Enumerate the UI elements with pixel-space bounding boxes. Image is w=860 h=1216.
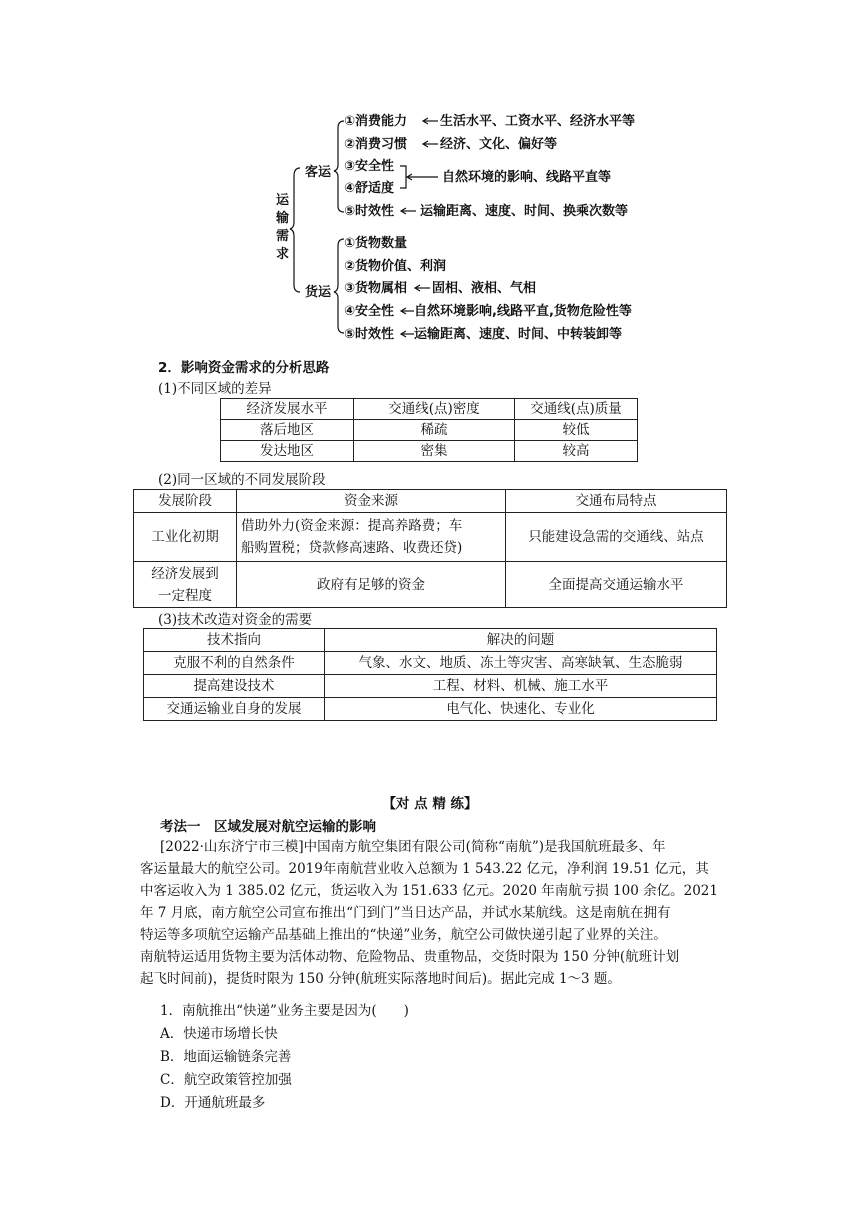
passenger-factor-5: 运输距离、速度、时间、换乘次数等 — [420, 204, 629, 219]
passenger-factor-1: 生活水平、工资水平、经济水平等 — [440, 114, 636, 129]
table-header-row — [144, 629, 717, 652]
section2-sub3: (3)技术改造对资金的需要 — [158, 612, 313, 628]
table-cell: 发达地区 — [221, 441, 354, 462]
question-1: 1．南航推出“快递”业务主要是因为( ) — [160, 1003, 409, 1019]
passage-line: [2022·山东济宁市三模]中国南方航空集团有限公司(简称“南航”)是我国航班最多、年 — [160, 839, 666, 855]
table-header-cell: 交通线(点)密度 — [354, 399, 515, 420]
freight-factor-5: 运输距离、速度、时间、中转装卸等 — [414, 327, 623, 342]
stage-line-2: 一定程度 — [158, 587, 212, 604]
table-header-cell: 交通布局特点 — [506, 490, 727, 513]
table-row — [221, 441, 638, 462]
table-row — [144, 652, 717, 675]
freight-item-5: ⑤时效性 — [344, 327, 395, 342]
table-cell: 较低 — [515, 420, 638, 441]
root-char-1: 运 — [276, 193, 290, 208]
table-row — [134, 562, 727, 608]
freight-factor-4: 自然环境影响,线路平直,货物危险性等 — [414, 304, 632, 319]
table-cell: 提高建设技术 — [144, 675, 325, 698]
root-brace — [290, 168, 300, 292]
passenger-item-3: ③安全性 — [344, 159, 395, 174]
passage-line: 南航特运适用货物主要为活体动物、危险物品、贵重物品，交货时限为 150 分钟(航班计划 — [140, 949, 680, 965]
table-header-cell: 解决的问题 — [325, 629, 717, 652]
table-cell: 交通运输业自身的发展 — [144, 698, 325, 721]
passage-line: 起飞时间前)，提货时限为 150 分钟(航班实际落地时间后)。据此完成 1～3 题。 — [140, 971, 621, 987]
passage — [140, 836, 740, 990]
freight-item-3: ③货物属相 — [344, 281, 408, 296]
passenger-item-2: ②消费习惯 — [344, 137, 408, 152]
table-header-row — [221, 399, 638, 420]
option-b: B．地面运输链条完善 — [160, 1049, 292, 1065]
passenger-factor-2: 经济、文化、偏好等 — [440, 137, 558, 152]
table-cell: 密集 — [354, 441, 515, 462]
root-char-3: 需 — [276, 229, 290, 244]
freight-item-4: ④安全性 — [344, 304, 395, 319]
method-heading: 考法一 区域发展对航空运输的影响 — [160, 819, 376, 835]
passenger-item-1: ①消费能力 — [344, 114, 408, 129]
table-header-cell: 技术指向 — [144, 629, 325, 652]
section2-sub2: (2)同一区域的不同发展阶段 — [158, 472, 326, 488]
practice-title: 【对 点 精 练】 — [382, 796, 478, 812]
stage-line-1: 经济发展到 — [151, 565, 219, 582]
table-row — [144, 675, 717, 698]
table-header-row — [134, 490, 727, 513]
passage-line: 年 7 月底，南方航空公司宣布推出“门到门”当日达产品，并试水某航线。这是南航在拥有 — [140, 905, 671, 921]
option-c: C．航空政策管控加强 — [160, 1072, 292, 1088]
table-row — [134, 513, 727, 562]
root-char-4: 求 — [276, 247, 290, 262]
region-difference-table — [220, 398, 638, 462]
table-cell: 气象、水文、地质、冻土等灾害、高寒缺氧、生态脆弱 — [325, 652, 717, 675]
table-cell — [237, 513, 506, 562]
table-cell: 政府有足够的资金 — [237, 562, 506, 608]
freight-factor-3: 固相、液相、气相 — [432, 281, 537, 296]
technology-table — [143, 628, 717, 721]
table-cell: 工程、材料、机械、施工水平 — [325, 675, 717, 698]
source-line-1: 借助外力(资金来源：提高养路费；车 — [241, 518, 463, 534]
passage-line: 中客运收入为 1 385.02 亿元，货运收入为 151.633 亿元。2020 年南航亏损 100 余亿。2021 — [140, 883, 718, 899]
table-cell: 落后地区 — [221, 420, 354, 441]
freight-label: 货运 — [305, 285, 332, 300]
table-cell: 克服不利的自然条件 — [144, 652, 325, 675]
passenger-item-4: ④舒适度 — [344, 181, 395, 196]
table-row — [144, 698, 717, 721]
table-header-cell: 资金来源 — [237, 490, 506, 513]
table-cell: 较高 — [515, 441, 638, 462]
freight-item-1: ①货物数量 — [344, 236, 408, 251]
table-cell: 全面提高交通运输水平 — [506, 562, 727, 608]
passage-line: 特运等多项航空运输产品基础上推出的“快递”业务，航空公司做快递引起了业界的关注。 — [140, 927, 667, 943]
passenger-brace — [334, 121, 344, 212]
table-cell: 工业化初期 — [134, 513, 237, 562]
passenger-item-5: ⑤时效性 — [344, 204, 395, 219]
transport-demand-diagram — [0, 0, 860, 360]
table-header-cell: 交通线(点)质量 — [515, 399, 638, 420]
section2-heading: 2．影响资金需求的分析思路 — [158, 360, 330, 376]
table-cell: 只能建设急需的交通线、站点 — [506, 513, 727, 562]
option-d: D．开通航班最多 — [160, 1095, 266, 1111]
table-header-cell: 发展阶段 — [134, 490, 237, 513]
table-cell: 电气化、快速化、专业化 — [325, 698, 717, 721]
section2-sub1: (1)不同区域的差异 — [158, 381, 272, 397]
freight-item-2: ②货物价值、利润 — [344, 259, 447, 274]
source-line-2: 船购置税；贷款修高速路、收费还贷) — [241, 540, 463, 556]
root-char-2: 输 — [276, 211, 290, 226]
passenger-shared-factor: 自然环境的影响、线路平直等 — [442, 170, 612, 185]
safety-comfort-bracket — [400, 166, 406, 188]
table-cell: 稀疏 — [354, 420, 515, 441]
passenger-label: 客运 — [305, 165, 332, 180]
development-stage-table — [133, 489, 727, 608]
table-header-cell: 经济发展水平 — [221, 399, 354, 420]
passage-line: 客运量最大的航空公司。2019年南航营业收入总额为 1 543.22 亿元，净利润 19.51 亿元，其 — [140, 861, 709, 877]
option-a: A．快递市场增长快 — [160, 1026, 278, 1042]
table-cell — [134, 562, 237, 608]
freight-brace — [334, 239, 344, 333]
table-row — [221, 420, 638, 441]
